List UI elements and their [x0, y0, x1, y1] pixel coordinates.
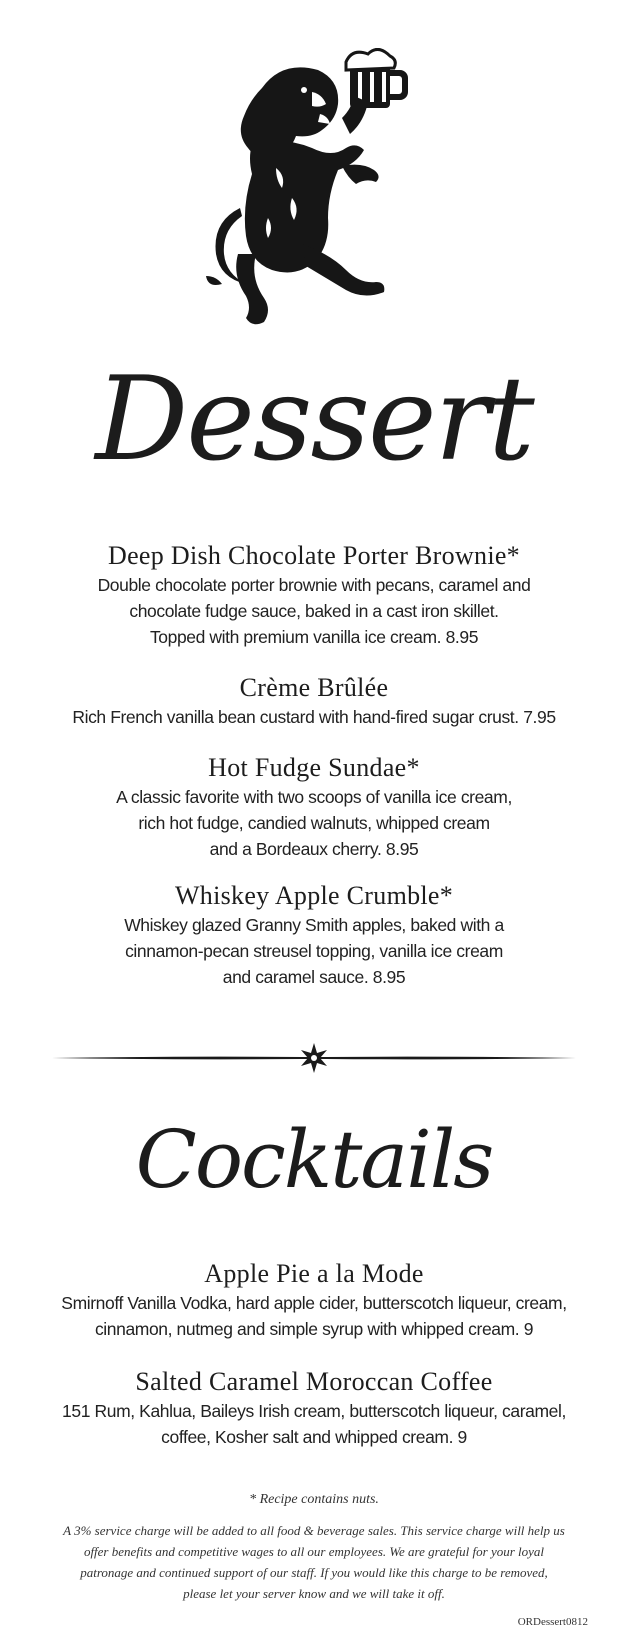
- menu-item-hot-fudge-sundae: [20, 752, 608, 862]
- service-line: A 3% service charge will be added to all food & beverage sales. This service charge will help us: [63, 1523, 565, 1538]
- service-charge-notice: [40, 1520, 588, 1604]
- star-flourish-icon: [52, 1040, 576, 1076]
- item-desc-line: cinnamon-pecan streusel topping, vanilla ice cream: [125, 941, 503, 961]
- item-name: Salted Caramel Moroccan Coffee: [135, 1367, 493, 1396]
- menu-item-whiskey-apple-crumble: [20, 880, 608, 990]
- service-line: patronage and continued support of our staff. If you would like this charge to be removed,: [80, 1565, 548, 1580]
- item-desc-line: Smirnoff Vanilla Vodka, hard apple cider, butterscotch liqueur, cream,: [61, 1293, 567, 1313]
- nuts-note: * Recipe contains nuts.: [249, 1492, 379, 1507]
- cocktails-title: Cocktails: [135, 1113, 493, 1206]
- item-name: Deep Dish Chocolate Porter Brownie*: [108, 541, 520, 570]
- service-line: offer benefits and competitive wages to all our employees. We are grateful for your loyal: [83, 1544, 545, 1559]
- item-name: Whiskey Apple Crumble*: [174, 881, 454, 910]
- menu-item-brownie: [20, 540, 608, 650]
- item-desc-line: and caramel sauce. 8.95: [222, 967, 406, 987]
- item-desc-line: cinnamon, nutmeg and simple syrup with whipped cream. 9: [94, 1319, 534, 1339]
- item-desc-line: 151 Rum, Kahlua, Baileys Irish cream, butterscotch liqueur, caramel,: [62, 1401, 566, 1421]
- item-name: Crème Brûlée: [239, 673, 389, 702]
- dessert-title: Dessert: [95, 352, 533, 487]
- menu-item-salted-caramel-moroccan-coffee: [20, 1366, 608, 1450]
- item-desc-line: Topped with premium vanilla ice cream. 8.95: [149, 627, 479, 647]
- menu-item-apple-pie-a-la-mode: [20, 1258, 608, 1342]
- rampant-lion-holding-beer-mug-icon: [192, 48, 432, 338]
- item-desc-line: rich hot fudge, candied walnuts, whipped cream: [138, 813, 490, 833]
- item-desc-line: coffee, Kosher salt and whipped cream. 9: [161, 1427, 467, 1447]
- menu-item-creme-brulee: [20, 672, 608, 730]
- item-desc-line: A classic favorite with two scoops of vanilla ice cream,: [116, 787, 512, 807]
- menu-code: ORDessert0812: [517, 1616, 588, 1628]
- item-desc-line: Double chocolate porter brownie with pecans, caramel and: [97, 575, 531, 595]
- item-desc-line: Whiskey glazed Granny Smith apples, baked with a: [124, 915, 504, 935]
- service-line: please let your server know and we will take it off.: [183, 1586, 445, 1601]
- item-desc-line: Rich French vanilla bean custard with hand-fired sugar crust. 7.95: [72, 707, 556, 727]
- item-desc-line: and a Bordeaux cherry. 8.95: [209, 839, 419, 859]
- item-name: Apple Pie a la Mode: [204, 1259, 424, 1288]
- item-desc-line: chocolate fudge sauce, baked in a cast iron skillet.: [129, 601, 499, 621]
- item-name: Hot Fudge Sundae*: [208, 753, 420, 782]
